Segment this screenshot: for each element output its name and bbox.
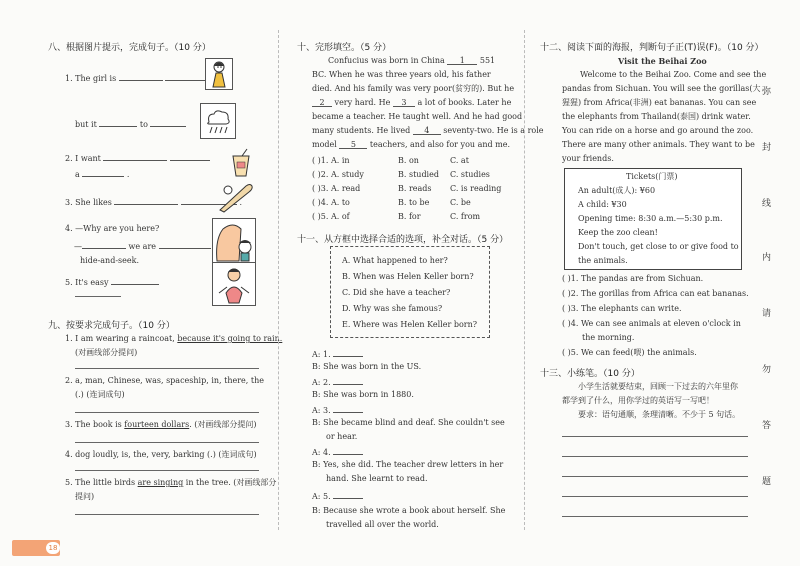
seal-char: 弥 — [762, 87, 772, 97]
q9-5-answer-line — [75, 514, 259, 515]
writing-line — [562, 516, 748, 517]
cloze-option-row: ( )5. A. of B. for C. from — [312, 212, 481, 221]
q9-5-text: 5. The little birds are singing in the tree. (对画线部分 — [65, 478, 277, 487]
writing-line — [562, 436, 748, 437]
q8-4-text: 4. —Why are you here? — [65, 224, 160, 233]
column-divider — [278, 30, 279, 530]
seal-char: 题 — [762, 477, 772, 487]
baseball-bat-picture — [216, 180, 256, 214]
q9-3-answer-line — [75, 442, 259, 443]
cloze-option-row: ( )3. A. read B. reads C. is reading — [312, 184, 502, 193]
ticket-child: A child: ¥30 — [578, 200, 627, 209]
tf-3: ( )3. The elephants can write. — [562, 304, 682, 313]
ticket-rule-1: Keep the zoo clean! — [578, 228, 658, 237]
q8-3-text: 3. She likes . — [65, 198, 243, 207]
seal-char: 勿 — [762, 365, 772, 375]
cloze-option-row: ( )4. A. to B. to be C. be — [312, 198, 471, 207]
choice-b: B. When was Helen Keller born? — [342, 272, 474, 281]
tf-4-cont: the morning. — [582, 333, 635, 342]
section-12-title: 十二、阅读下面的海报，判断句子正(T)误(F)。（10 分） — [540, 43, 764, 53]
q9-5c-text: 提问) — [75, 492, 95, 501]
q9-1-answer-line — [75, 368, 259, 369]
q9-3-text: 3. The book is fourteen dollars. (对画线部分提问) — [65, 420, 257, 429]
q8-4d-text: hide-and-seek. — [80, 256, 139, 265]
dialogue-a5: A: 5. — [312, 490, 363, 502]
writing-prompt-1: 小学生活就要结束，回顾一下过去的六年里你 — [578, 382, 738, 391]
cloze-line-7: model 5 teachers, and also for you and me. — [312, 140, 511, 149]
q8-5-text: 5. It's easy — [65, 276, 159, 288]
ticket-rule-2: Don't touch, get close to or give food to — [578, 242, 739, 251]
tf-2: ( )2. The gorillas from Africa can eat bananas. — [562, 289, 749, 298]
page-number: 18 — [46, 542, 60, 554]
choice-c: C. Did she have a teacher? — [342, 288, 451, 297]
section-8-title: 八、根据图片提示，完成句子。（10 分） — [48, 43, 211, 53]
writing-line — [562, 456, 748, 457]
cloze-option-row: ( )1. A. in B. on C. at — [312, 156, 469, 165]
rain-cloud-picture — [200, 103, 236, 139]
juice-cup-picture — [228, 148, 254, 178]
choice-e: E. Where was Helen Keller born? — [342, 320, 478, 329]
q8-2-text: 2. I want — [65, 152, 210, 164]
dialogue-b5-cont: travelled all over the world. — [326, 520, 439, 529]
poster-line-3: 猩猩) from Africa(非洲) eat bananas. You can see — [562, 98, 757, 107]
section-10-title: 十、完形填空。（5 分） — [297, 43, 392, 53]
dialogue-b3: B: She became blind and deaf. She couldn't see — [312, 418, 505, 427]
dialogue-b2: B: She was born in 1880. — [312, 390, 414, 399]
tf-4: ( )4. We can see animals at eleven o'clock in — [562, 319, 741, 328]
dialogue-b4-cont: hand. She learnt to read. — [326, 474, 428, 483]
ticket-rule-2-cont: the animals. — [578, 256, 628, 265]
q8-5-answer-line — [75, 296, 121, 297]
dialogue-b4: B: Yes, she did. The teacher drew letters in her — [312, 460, 504, 469]
q9-1b-text: (对画线部分提问) — [75, 348, 138, 357]
seal-char: 答 — [762, 421, 772, 431]
girl-picture — [205, 58, 233, 90]
ticket-adult: An adult(成人): ¥60 — [578, 186, 656, 195]
seal-char: 内 — [762, 253, 772, 263]
cloze-line-5: became a teacher. He taught well. And he had good — [312, 112, 523, 121]
q8-2b-text: a . — [75, 170, 130, 179]
q9-4-text: 4. dog loudly, is, the, very, barking (.) (连词成句) — [65, 450, 257, 459]
poster-line-6: There are many other animals. They want to be — [562, 140, 755, 149]
dialogue-a3: A: 3. — [312, 404, 363, 416]
column-divider — [524, 30, 525, 530]
choice-a: A. What happened to her? — [342, 256, 448, 265]
poster-heading: Visit the Beihai Zoo — [618, 56, 707, 66]
seal-char: 请 — [762, 309, 772, 319]
q8-1b-text: but it to — [75, 118, 186, 130]
section-9-title: 九、按要求完成句子。（10 分） — [48, 321, 175, 331]
q9-2-text: 2. a, man, Chinese, was, spaceship, in, there, the — [65, 376, 264, 385]
hide-and-seek-picture — [212, 218, 256, 264]
child-picture — [212, 262, 256, 306]
cloze-line-6: many students. He lived 4 seventy-two. He is a role — [312, 126, 544, 135]
dialogue-b5: B: Because she wrote a book about herself. She — [312, 506, 506, 515]
choice-d: D. Why was she famous? — [342, 304, 443, 313]
dialogue-b1: B: She was born in the US. — [312, 362, 422, 371]
ticket-title: Tickets(门票) — [626, 172, 678, 181]
writing-requirement: 要求：语句通顺，条理清晰。不少于 5 句话。 — [578, 410, 741, 419]
cloze-line-2: BC. When he was three years old, his father — [312, 70, 491, 79]
q9-2b-text: (.) (连词成句) — [75, 390, 125, 399]
page-number-tab — [12, 540, 60, 556]
q9-4-answer-line — [75, 470, 259, 471]
tf-5: ( )5. We can feed(喂) the animals. — [562, 348, 697, 357]
dialogue-b3-cont: or hear. — [326, 432, 358, 441]
poster-line-1: Welcome to the Beihai Zoo. Come and see the — [580, 70, 767, 79]
q8-1-text: 1. The girl is — [65, 72, 210, 84]
section-11-title: 十一、从方框中选择合适的选项，补全对话。（5 分） — [297, 235, 509, 245]
cloze-option-row: ( )2. A. study B. studied C. studies — [312, 170, 490, 179]
q8-4b-text: — we are — [74, 240, 211, 252]
writing-line — [562, 476, 748, 477]
cloze-line-1: Confucius was born in China 1 551 — [328, 56, 496, 65]
seal-char: 封 — [762, 143, 772, 153]
tf-1: ( )1. The pandas are from Sichuan. — [562, 274, 704, 283]
poster-line-4: the elephants from Thailand(泰国) drink water. — [562, 112, 751, 121]
writing-prompt-2: 都学到了什么，用你学过的英语写一写吧！ — [562, 396, 714, 405]
q9-1-text: 1. I am wearing a raincoat, because it's going to rain. — [65, 334, 283, 343]
section-13-title: 十三、小练笔。（10 分） — [540, 369, 640, 379]
dialogue-a4: A: 4. — [312, 446, 363, 458]
poster-line-7: your friends. — [562, 154, 614, 163]
cloze-line-4: 2 very hard. He 3 a lot of books. Later he — [312, 98, 511, 108]
writing-line — [562, 496, 748, 497]
ticket-hours: Opening time: 8:30 a.m.—5:30 p.m. — [578, 214, 723, 223]
cloze-line-3: died. And his family was very poor(贫穷的). But he — [312, 84, 515, 93]
dialogue-a1: A: 1. — [312, 348, 363, 360]
q9-2-answer-line — [75, 412, 259, 413]
poster-line-2: pandas from Sichuan. You will see the gorillas(大 — [562, 84, 761, 93]
seal-char: 线 — [762, 199, 772, 209]
dialogue-a2: A: 2. — [312, 376, 363, 388]
poster-line-5: You can ride on a horse and go around the zoo. — [562, 126, 754, 135]
